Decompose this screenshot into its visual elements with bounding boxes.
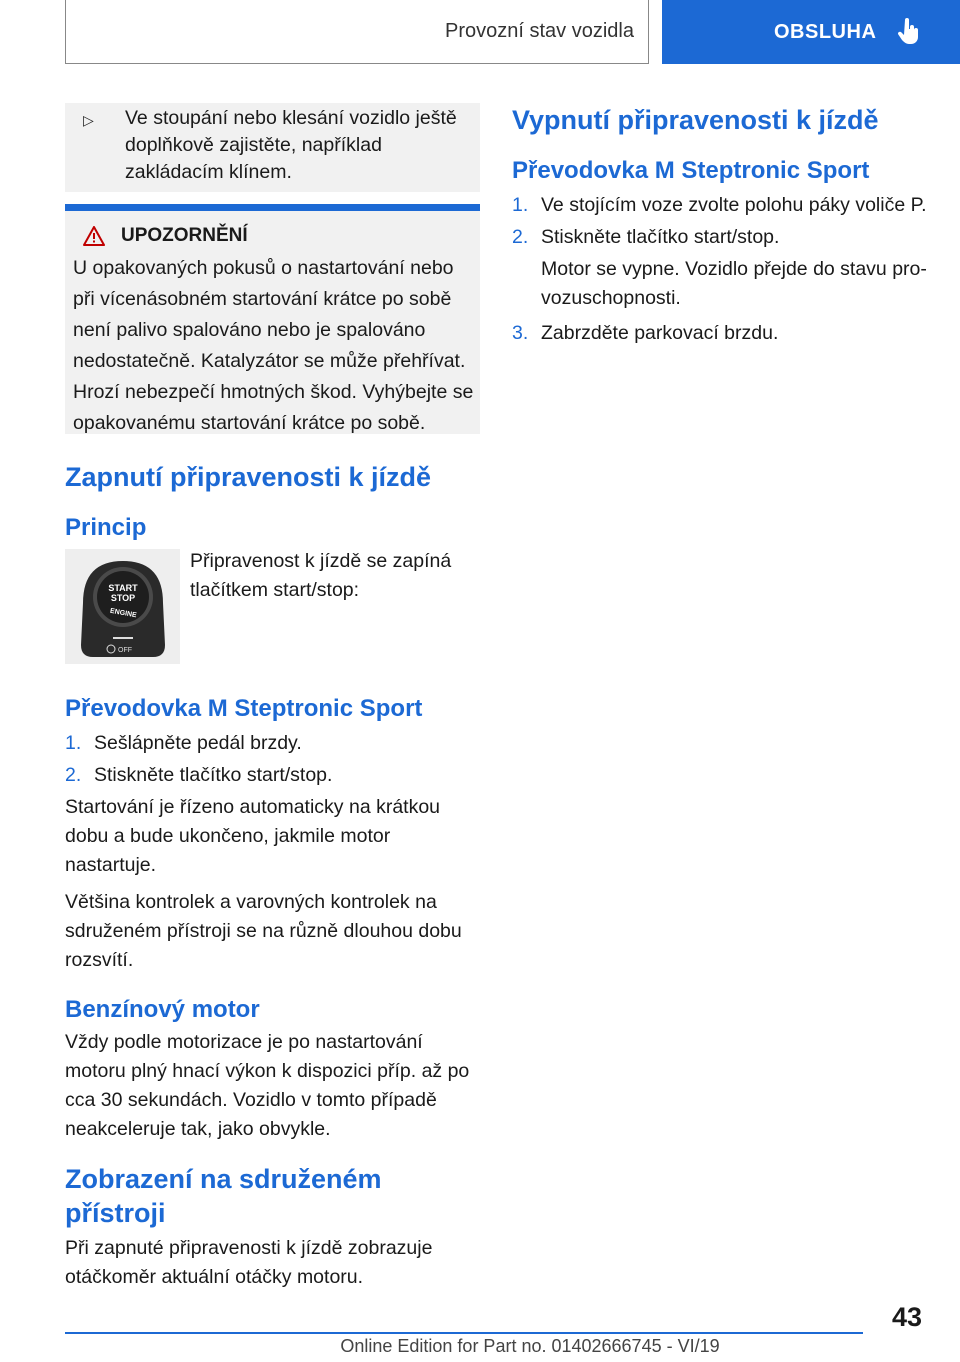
warning-title-label: UPOZORNĚNÍ xyxy=(121,225,248,246)
step-text: Ve stojícím voze zvolte polohu páky voliče P. xyxy=(541,194,927,216)
start-stop-button-icon xyxy=(73,553,173,661)
step-number: 3. xyxy=(512,322,529,344)
warning-title xyxy=(73,225,480,247)
start-stop-button-image xyxy=(65,549,180,664)
step-2-detail: Motor se vypne. Vozidlo přejde do stavu provozuschopnosti. xyxy=(541,258,927,309)
principle-block xyxy=(65,547,480,664)
button-label-stop: STOP xyxy=(110,592,135,603)
heading-instrument-display: Zobrazení na sdruženém přístroji xyxy=(65,1164,382,1228)
page-number: 43 xyxy=(892,1302,923,1332)
step-number: 1. xyxy=(65,732,82,754)
step-number: 2. xyxy=(65,764,82,786)
step-number: 2. xyxy=(512,226,529,248)
button-label-start: START xyxy=(107,582,138,593)
header-chapter-tab xyxy=(662,0,960,64)
button-label-engine: ENGINE xyxy=(108,607,137,619)
note-text: Ve stoupání nebo klesání vozidlo ještě doplňkově zajistěte, například zakládacím klínem. xyxy=(125,107,457,183)
step-text: Zabrzděte parkovací brzdu. xyxy=(541,322,779,344)
right-column xyxy=(512,103,927,351)
heading-principle: Princip xyxy=(65,514,147,541)
note-item xyxy=(81,105,464,186)
warning-triangle-icon xyxy=(83,226,105,246)
button-label-off: OFF xyxy=(117,646,132,654)
principle-text: Připravenost k jízdě se zapíná tlačítkem start/stop: xyxy=(190,550,452,601)
header-chapter-label: OBSLUHA xyxy=(774,20,877,43)
list-item xyxy=(512,223,927,252)
heading-stop-readiness: Vypnutí připravenosti k jízdě xyxy=(512,105,879,135)
paragraph-indicators: Většina kontrolek a varovných kontrolek na sdruženém přístroji se na různě dlouhou dobu rozsvítí. xyxy=(65,891,462,971)
paragraph-petrol: Vždy podle motorizace je po nastartování motoru plný hnací výkon k dispozici příp. až po cca 30 sekundách. Vozidlo v tomto případě neakceleruje tak, jako obvykle. xyxy=(65,1031,470,1140)
footer-edition: Online Edition for Part no. 01402666745 - VI/19 xyxy=(340,1336,720,1356)
list-item xyxy=(512,319,927,348)
paragraph-instrument-display: Při zapnuté připravenosti k jízdě zobrazuje otáčkoměr aktuální otáčky motoru. xyxy=(65,1237,433,1288)
list-item xyxy=(512,191,927,220)
triangle-marker-icon: ▷ xyxy=(83,112,94,128)
step-number: 1. xyxy=(512,194,529,216)
steps-on-list xyxy=(65,729,480,790)
heading-petrol: Benzínový motor xyxy=(65,996,260,1023)
heading-gearbox-on: Převodovka M Steptronic Sport xyxy=(65,695,423,722)
step-text: Stiskněte tlačítko start/stop. xyxy=(541,226,780,248)
note-box xyxy=(65,103,480,192)
step-text: Stiskněte tlačítko start/stop. xyxy=(94,764,333,786)
header-section-label: Provozní stav vozidla xyxy=(445,20,634,42)
left-column xyxy=(65,103,480,1292)
footer-divider xyxy=(65,1332,863,1334)
warning-box xyxy=(65,204,480,434)
steps-off-list-cont xyxy=(512,319,927,348)
steps-off-list xyxy=(512,191,927,252)
list-item xyxy=(65,761,480,790)
step-text: Sešlápněte pedál brzdy. xyxy=(94,732,302,754)
heading-start-readiness: Zapnutí připravenosti k jízdě xyxy=(65,462,432,492)
header-section-title xyxy=(65,0,649,64)
paragraph-auto-start: Startování je řízeno automaticky na krátkou dobu a bude ukončeno, jakmile motor nastartuje. xyxy=(65,796,441,876)
warning-text: U opakovaných pokusů o nastartování nebo při vícenásobném startování krátce po sobě není palivo spalováno nebo je spalováno nedostatečně. Katalyzátor se může přehřívat. Hrozí nebezpečí hmotných škod. Vyhýbejte se opakovanému startování krátce po sobě. xyxy=(73,257,474,434)
list-item xyxy=(65,729,480,758)
pointing-hand-icon xyxy=(898,18,920,46)
heading-gearbox-off: Převodovka M Steptronic Sport xyxy=(512,157,870,184)
